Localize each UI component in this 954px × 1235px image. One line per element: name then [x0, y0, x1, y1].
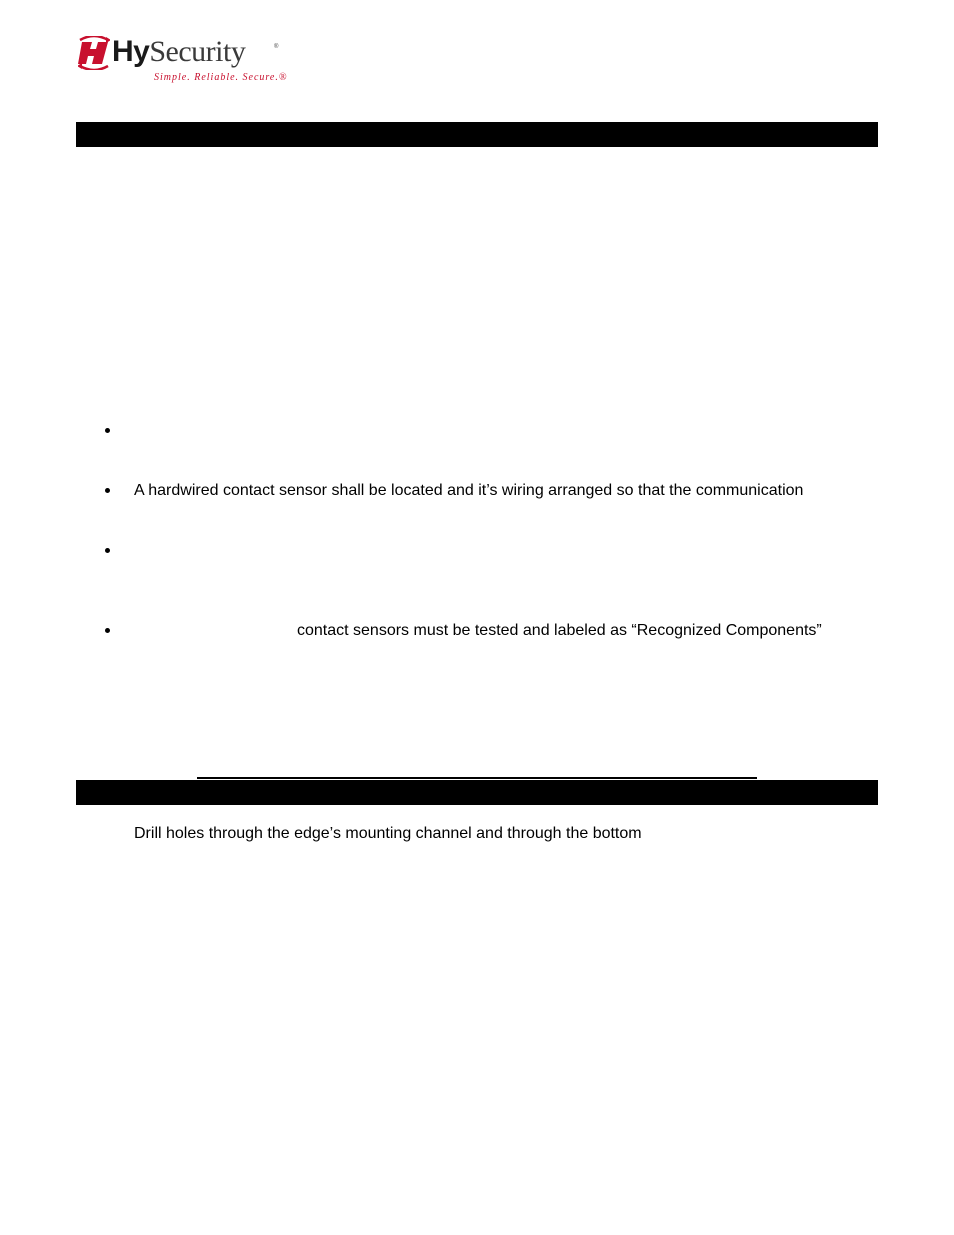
hysecurity-logo: [78, 34, 288, 86]
brand-light: Security: [149, 35, 246, 68]
brand-bold: Hy: [112, 35, 150, 68]
bullet-point: [104, 485, 116, 497]
instruction-text: Drill holes through the edge’s mounting channel and through the bottom: [134, 825, 642, 842]
bullet-point: [104, 625, 116, 637]
tagline: Simple. Reliable. Secure.®: [154, 72, 288, 83]
section-header-bar: [76, 122, 878, 147]
hysecurity-h-arrow-icon: [78, 36, 110, 70]
brand-name: [112, 34, 245, 70]
divider-line: [197, 777, 757, 779]
bullet-text: contact sensors must be tested and labeled as “Recognized Components”: [297, 622, 822, 639]
bullet-text: A hardwired contact sensor shall be located and it’s wiring arranged so that the communication: [134, 482, 804, 499]
section-header-bar: [76, 780, 878, 805]
registered-mark: ®: [274, 44, 279, 50]
bullet-point: [104, 545, 116, 557]
bullet-point: [104, 425, 116, 437]
